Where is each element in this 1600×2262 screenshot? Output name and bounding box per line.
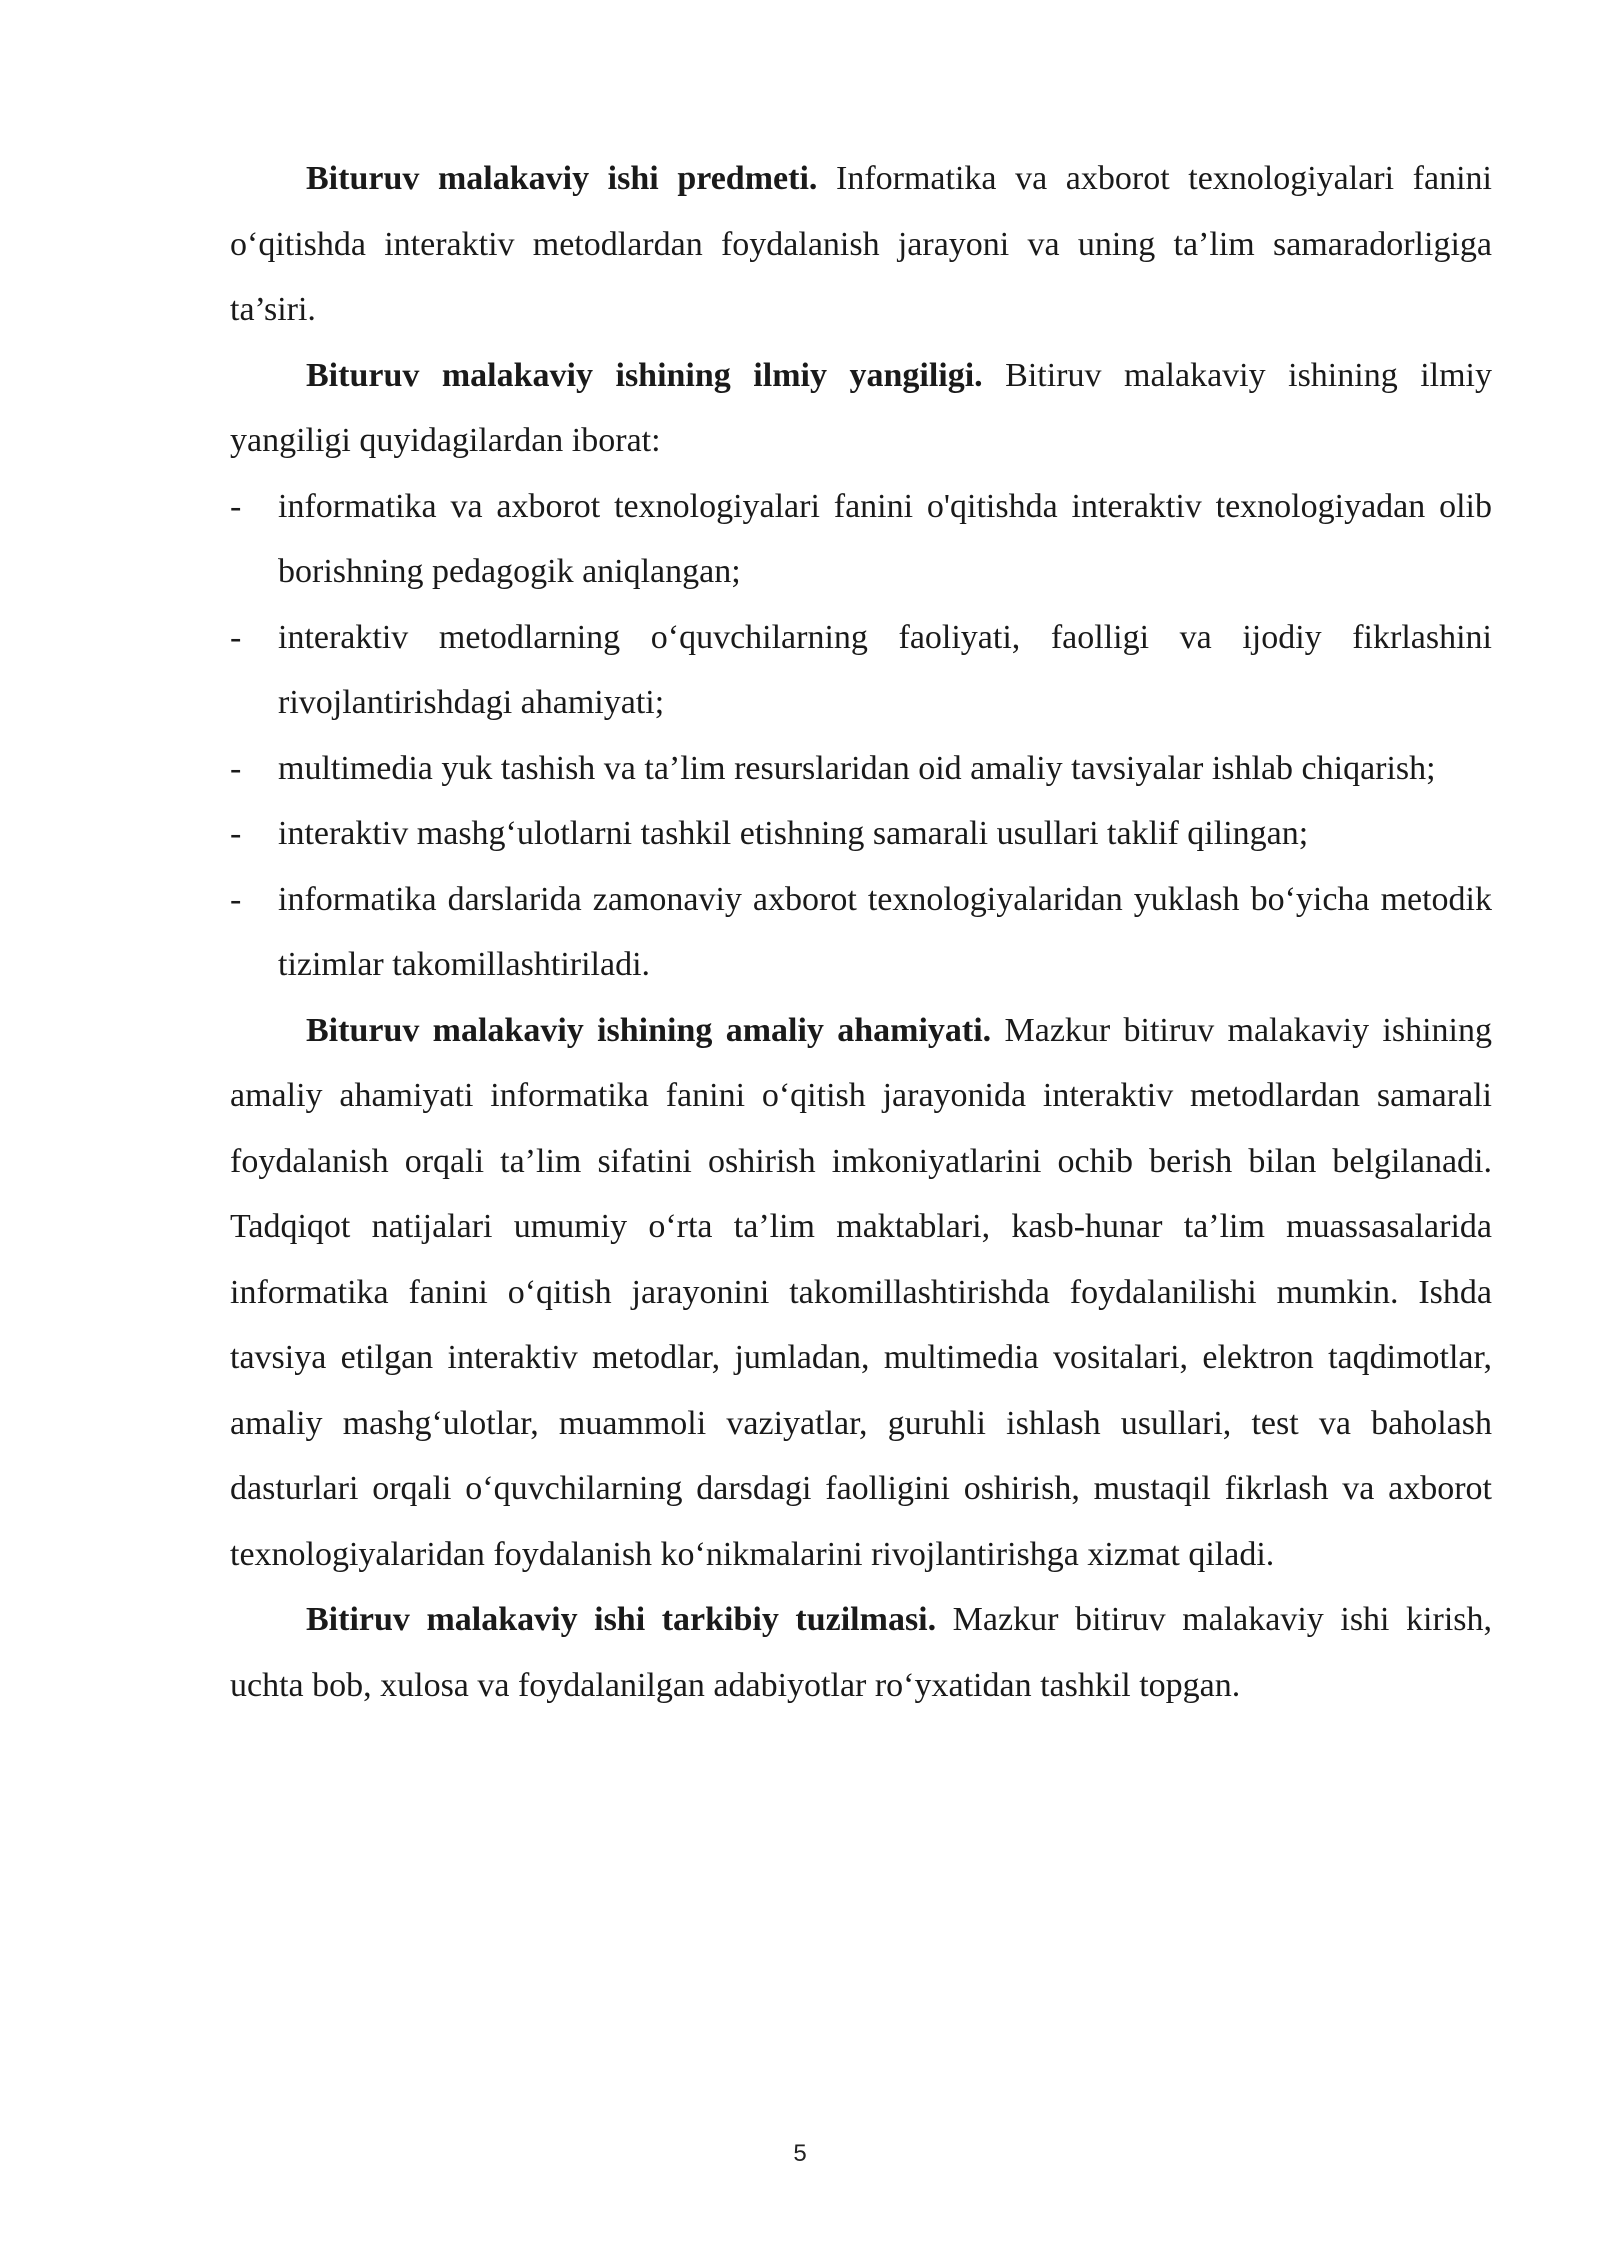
paragraph-practical-heading: Bituruv malakaviy ishining amaliy ahamiyati. xyxy=(306,1011,992,1049)
paragraph-subject-heading: Bituruv malakaviy ishi predmeti. xyxy=(306,160,818,197)
list-item xyxy=(230,474,1492,605)
list-item xyxy=(230,867,1492,998)
list-item-text: informatika darslarida zamonaviy axborot texnologiyalaridan yuklash bo‘yicha metodik tizimlar takomillashtiriladi. xyxy=(278,880,1492,983)
bullet-dash: - xyxy=(230,880,242,918)
paragraph-novelty-heading: Bituruv malakaviy ishining ilmiy yangiligi. xyxy=(306,356,983,394)
list-item-text: multimedia yuk tashish va ta’lim resurslaridan oid amaliy tavsiyalar ishlab chiqarish; xyxy=(278,749,1436,787)
paragraph-structure-text: Mazkur bitiruv malakaviy ishi kirish, uchta bob, xulosa va foydalanilgan adabiyotlar ro‘yxatidan tashkil topgan. xyxy=(230,1601,1492,1704)
paragraph-subject-text: Informatika va axborot texnologiyalari fanini o‘qitishda interaktiv metodlardan foydalanish jarayoni va uning ta’lim samaradorligiga ta’siri. xyxy=(230,160,1492,328)
paragraph-structure-heading: Bitiruv malakaviy ishi tarkibiy tuzilmasi. xyxy=(306,1601,937,1638)
paragraph-novelty xyxy=(230,343,1492,474)
paragraph-practical-text: Mazkur bitiruv malakaviy ishining amaliy ahamiyati informatika fanini o‘qitish jarayonida interaktiv metodlardan samarali foydalanish orqali ta’lim sifatini oshirish imkoniyatlarini ochib berish bilan belgilanadi. Tadqiqot natijalari umumiy o‘rta ta’lim maktablari, kasb-hunar ta’lim muassasalarida informatika fanini o‘qitish jarayonini takomillashtirishda foydalanilishi mumkin. Ishda tavsiya etilgan interaktiv metodlar, jumladan, multimedia vositalari, elektron taqdimotlar, amaliy mashg‘ulotlar, muammoli vaziyatlar, guruhli ishlash usullari, test va baholash dasturlari orqali o‘quvchilarning darsdagi faolligini oshirish, mustaqil fikrlash va axborot texnologiyalaridan foydalanish ko‘nikmalarini rivojlantirishga xizmat qiladi. xyxy=(230,1011,1492,1573)
list-item xyxy=(230,801,1492,867)
page-content xyxy=(230,146,1492,1718)
bullet-dash: - xyxy=(230,815,242,852)
list-item-text: informatika va axborot texnologiyalari fanini o'qitishda interaktiv texnologiyadan olib borishning pedagogik aniqlangan; xyxy=(278,487,1492,590)
list-item-text: interaktiv metodlarning o‘quvchilarning faoliyati, faolligi va ijodiy fikrlashini rivojlantirishdagi ahamiyati; xyxy=(278,618,1492,721)
bullet-dash: - xyxy=(230,749,242,787)
list-item xyxy=(230,736,1492,802)
paragraph-subject xyxy=(230,146,1492,343)
bullet-dash: - xyxy=(230,618,242,656)
list-item xyxy=(230,605,1492,736)
page-number: 5 xyxy=(793,2140,807,2167)
bullet-dash: - xyxy=(230,487,242,525)
novelty-list xyxy=(230,474,1492,998)
paragraph-practical xyxy=(230,998,1492,1588)
paragraph-structure xyxy=(230,1587,1492,1718)
list-item-text: interaktiv mashg‘ulotlarni tashkil etishning samarali usullari taklif qilingan; xyxy=(278,815,1309,852)
paragraph-novelty-text: Bitiruv malakaviy ishining ilmiy yangiligi quyidagilardan iborat: xyxy=(230,356,1492,459)
